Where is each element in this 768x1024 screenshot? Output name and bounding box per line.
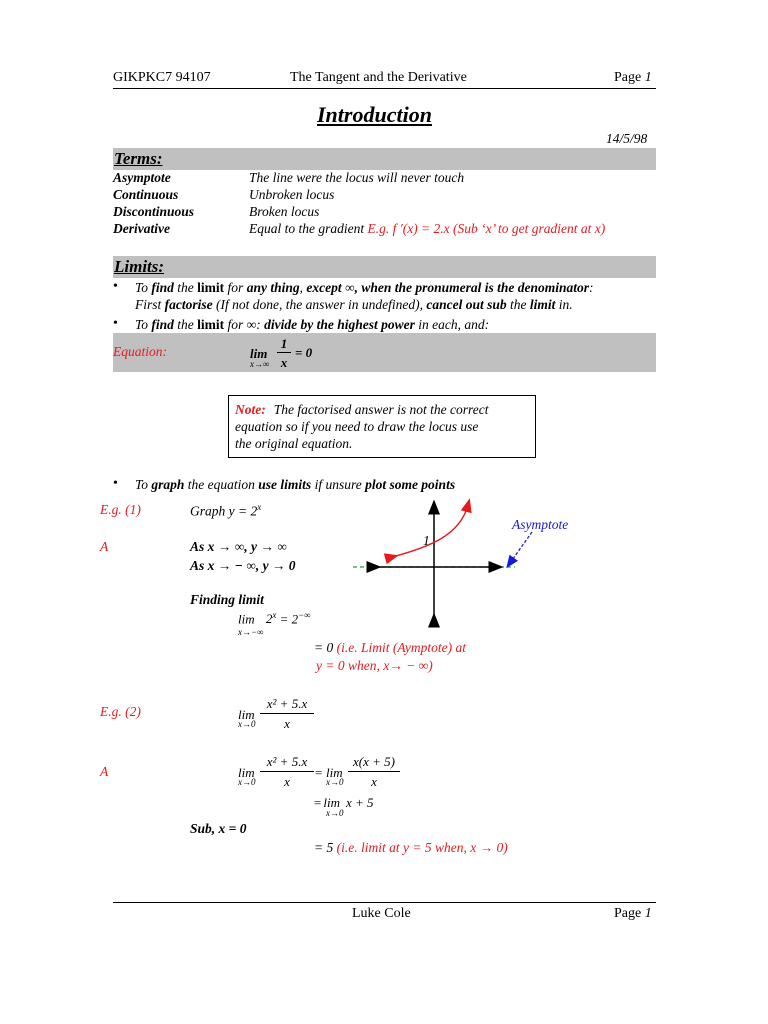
eg2-label: E.g. (2) [100, 704, 141, 719]
eg2-step-2-sub: x→0 [326, 808, 344, 818]
eg2-step-2: = lim x + 5 [314, 795, 374, 810]
eg1-result-1: = 0 (i.e. Limit (Aymptote) at [314, 640, 466, 655]
eg2-sub-label: Sub, x = 0 [190, 821, 247, 836]
header-left: GIKPKC7 94107 [113, 70, 211, 85]
limits-bullet-1-line-2: First factorise (If not done, the answer in undefined), cancel out sub the limit in. [135, 297, 573, 312]
note-line-1: Note: The factorised answer is not the correct [235, 402, 489, 417]
eg1-line-2: As x → − ∞, y → 0 [190, 558, 296, 573]
graph-bullet: To graph the equation use limits if unsure plot some points [135, 477, 456, 492]
note-line-2: equation so if you need to draw the locus use [235, 419, 479, 434]
footer-rule [113, 902, 656, 903]
term-discontinuous: Discontinuous [113, 204, 195, 219]
eg2-answer-label: A [100, 764, 109, 779]
eg1-line-1: As x → ∞, y → ∞ [190, 539, 287, 554]
eg2-step-1: lim x→0 x² + 5.x x = lim x→0 x(x + 5) x [238, 754, 418, 794]
footer-author: Luke Cole [352, 906, 411, 921]
eg1-result-2: y = 0 when, x→ − ∞) [316, 658, 433, 673]
page-title: Introduction [317, 102, 432, 127]
eg1-answer-label: A [100, 539, 109, 554]
asymptote-label: Asymptote [512, 517, 569, 532]
terms-heading-bar [113, 148, 656, 170]
header-center: The Tangent and the Derivative [290, 70, 467, 85]
def-continuous: Unbroken locus [249, 187, 335, 202]
header-rule [113, 88, 656, 89]
terms-heading: Terms: [114, 149, 163, 168]
graph-intercept-label: 1 [423, 533, 430, 548]
bullet-1: • [113, 279, 118, 294]
asymptote-pointer [510, 532, 532, 563]
exponential-graph [350, 495, 590, 630]
note-line-3: the original equation. [235, 436, 353, 451]
eg1-limit-expr: lim 2$^x$ = 2−∞ [238, 610, 311, 627]
date: 14/5/98 [606, 131, 648, 146]
footer-page: Page 1 [614, 906, 652, 921]
def-derivative: Equal to the gradient E.g. f ′(x) = 2.x (Sub ‘x’ to get gradient at x) [249, 221, 606, 236]
equation-bar [113, 333, 656, 372]
eg1-label: E.g. (1) [100, 502, 141, 517]
limits-heading: Limits: [114, 257, 165, 276]
limits-bullet-1-line-1: To find the limit for any thing, except ∞, when the pronumeral is the denominator: [135, 280, 594, 295]
limits-heading-bar [113, 256, 656, 278]
term-derivative: Derivative [113, 221, 170, 236]
equation-label: Equation: [113, 344, 167, 359]
def-discontinuous: Broken locus [249, 204, 320, 219]
bullet-3: • [113, 476, 118, 491]
eg1-finding-limit: Finding limit [190, 592, 264, 607]
exponential-curve [392, 505, 468, 557]
bullet-2: • [113, 316, 118, 331]
eg2-result: = 5 (i.e. limit at y = 5 when, x → 0) [314, 840, 508, 855]
eg2-expression: lim x→0 x² + 5.x x [238, 696, 328, 736]
note-box [228, 395, 536, 458]
eg1-graph-text: Graph $y = 2^x$ [190, 502, 262, 519]
limits-bullet-2: To find the limit for ∞: divide by the highest power in each, and: [135, 317, 490, 332]
term-asymptote: Asymptote [113, 170, 171, 185]
eg1-limit-sub: x→−∞ [238, 627, 264, 637]
header-page: Page 1 [614, 70, 652, 85]
def-asymptote: The line were the locus will never touch [249, 170, 465, 185]
term-continuous: Continuous [113, 187, 179, 202]
